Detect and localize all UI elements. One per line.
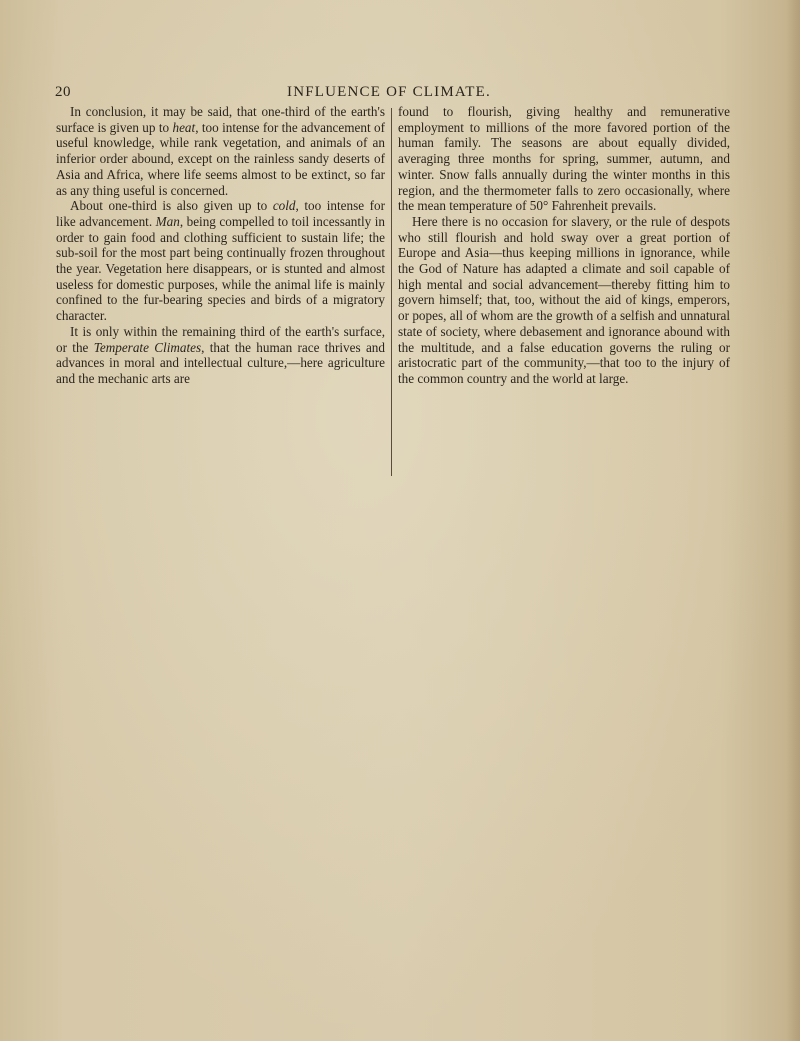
emphasis-man: Man: [155, 213, 180, 229]
paragraph-slavery: Here there is no occasion for slavery, or the rule of despots who still flourish and hold sway over a great portion of Europe and Asia—thus keeping millions in ignorance, while the God of Nature has adapted a climate and soil capable of high mental and social advancement—thereby fitting him to govern himself; that, too, without the aid of kings, emperors, or popes, all of whom are the growth of a selfish and unnatural state of society, where debasement and ignorance abound with the multitude, and a false education governs the ruling or aristocratic part of the community,—that too to the injury of the common country and the world at large.: [398, 213, 730, 386]
paragraph-continuation: found to flourish, giving healthy and remunerative employment to millions of the more favored portion of the human family. The seasons are about equally divided, averaging three months for spring, summer, autumn, and winter. Snow falls annually during the winter months in this region, and the thermometer falls to zero occasionally, where the mean temperature of 50° Fahrenheit prevails.: [398, 104, 730, 214]
running-head: INFLUENCE OF CLIMATE.: [287, 84, 491, 100]
paragraph-cold: About one-third is also given up to cold, too intense for like advancement. Man, being compelled to toil incessantly in order to gain food and clothing sufficient to sustain life; the sub-soil for the most part being continually frozen throughout the year. Vegetation here disappears, or is stunted and almost useless for domestic purposes, while the animal life is mainly confined to the fur-bearing species and birds of a migratory character.: [56, 198, 385, 324]
paragraph-temperate: It is only within the remaining third of the earth's surface, or the Temperate Climates, that the human race thrives and advances in moral and intellectual culture,—here agriculture and the mechanic arts are: [56, 323, 385, 386]
page-header: [55, 84, 745, 106]
emphasis-cold: cold: [272, 198, 296, 214]
emphasis-temperate-climates: Temperate Climates: [93, 339, 202, 355]
left-column: [56, 104, 385, 387]
paragraph-heat: In conclusion, it may be said, that one-third of the earth's surface is given up to heat, too intense for the advancement of useful knowledge, while rank vegetation, and animals of an inferior order abound, except on the rainless sandy deserts of Asia and Africa, where life seems almost to be extinct, so far as any thing useful is concerned.: [56, 104, 385, 198]
column-divider: [391, 108, 392, 476]
emphasis-heat: heat: [172, 119, 196, 135]
right-column: [398, 104, 730, 387]
page-number: 20: [55, 84, 71, 100]
